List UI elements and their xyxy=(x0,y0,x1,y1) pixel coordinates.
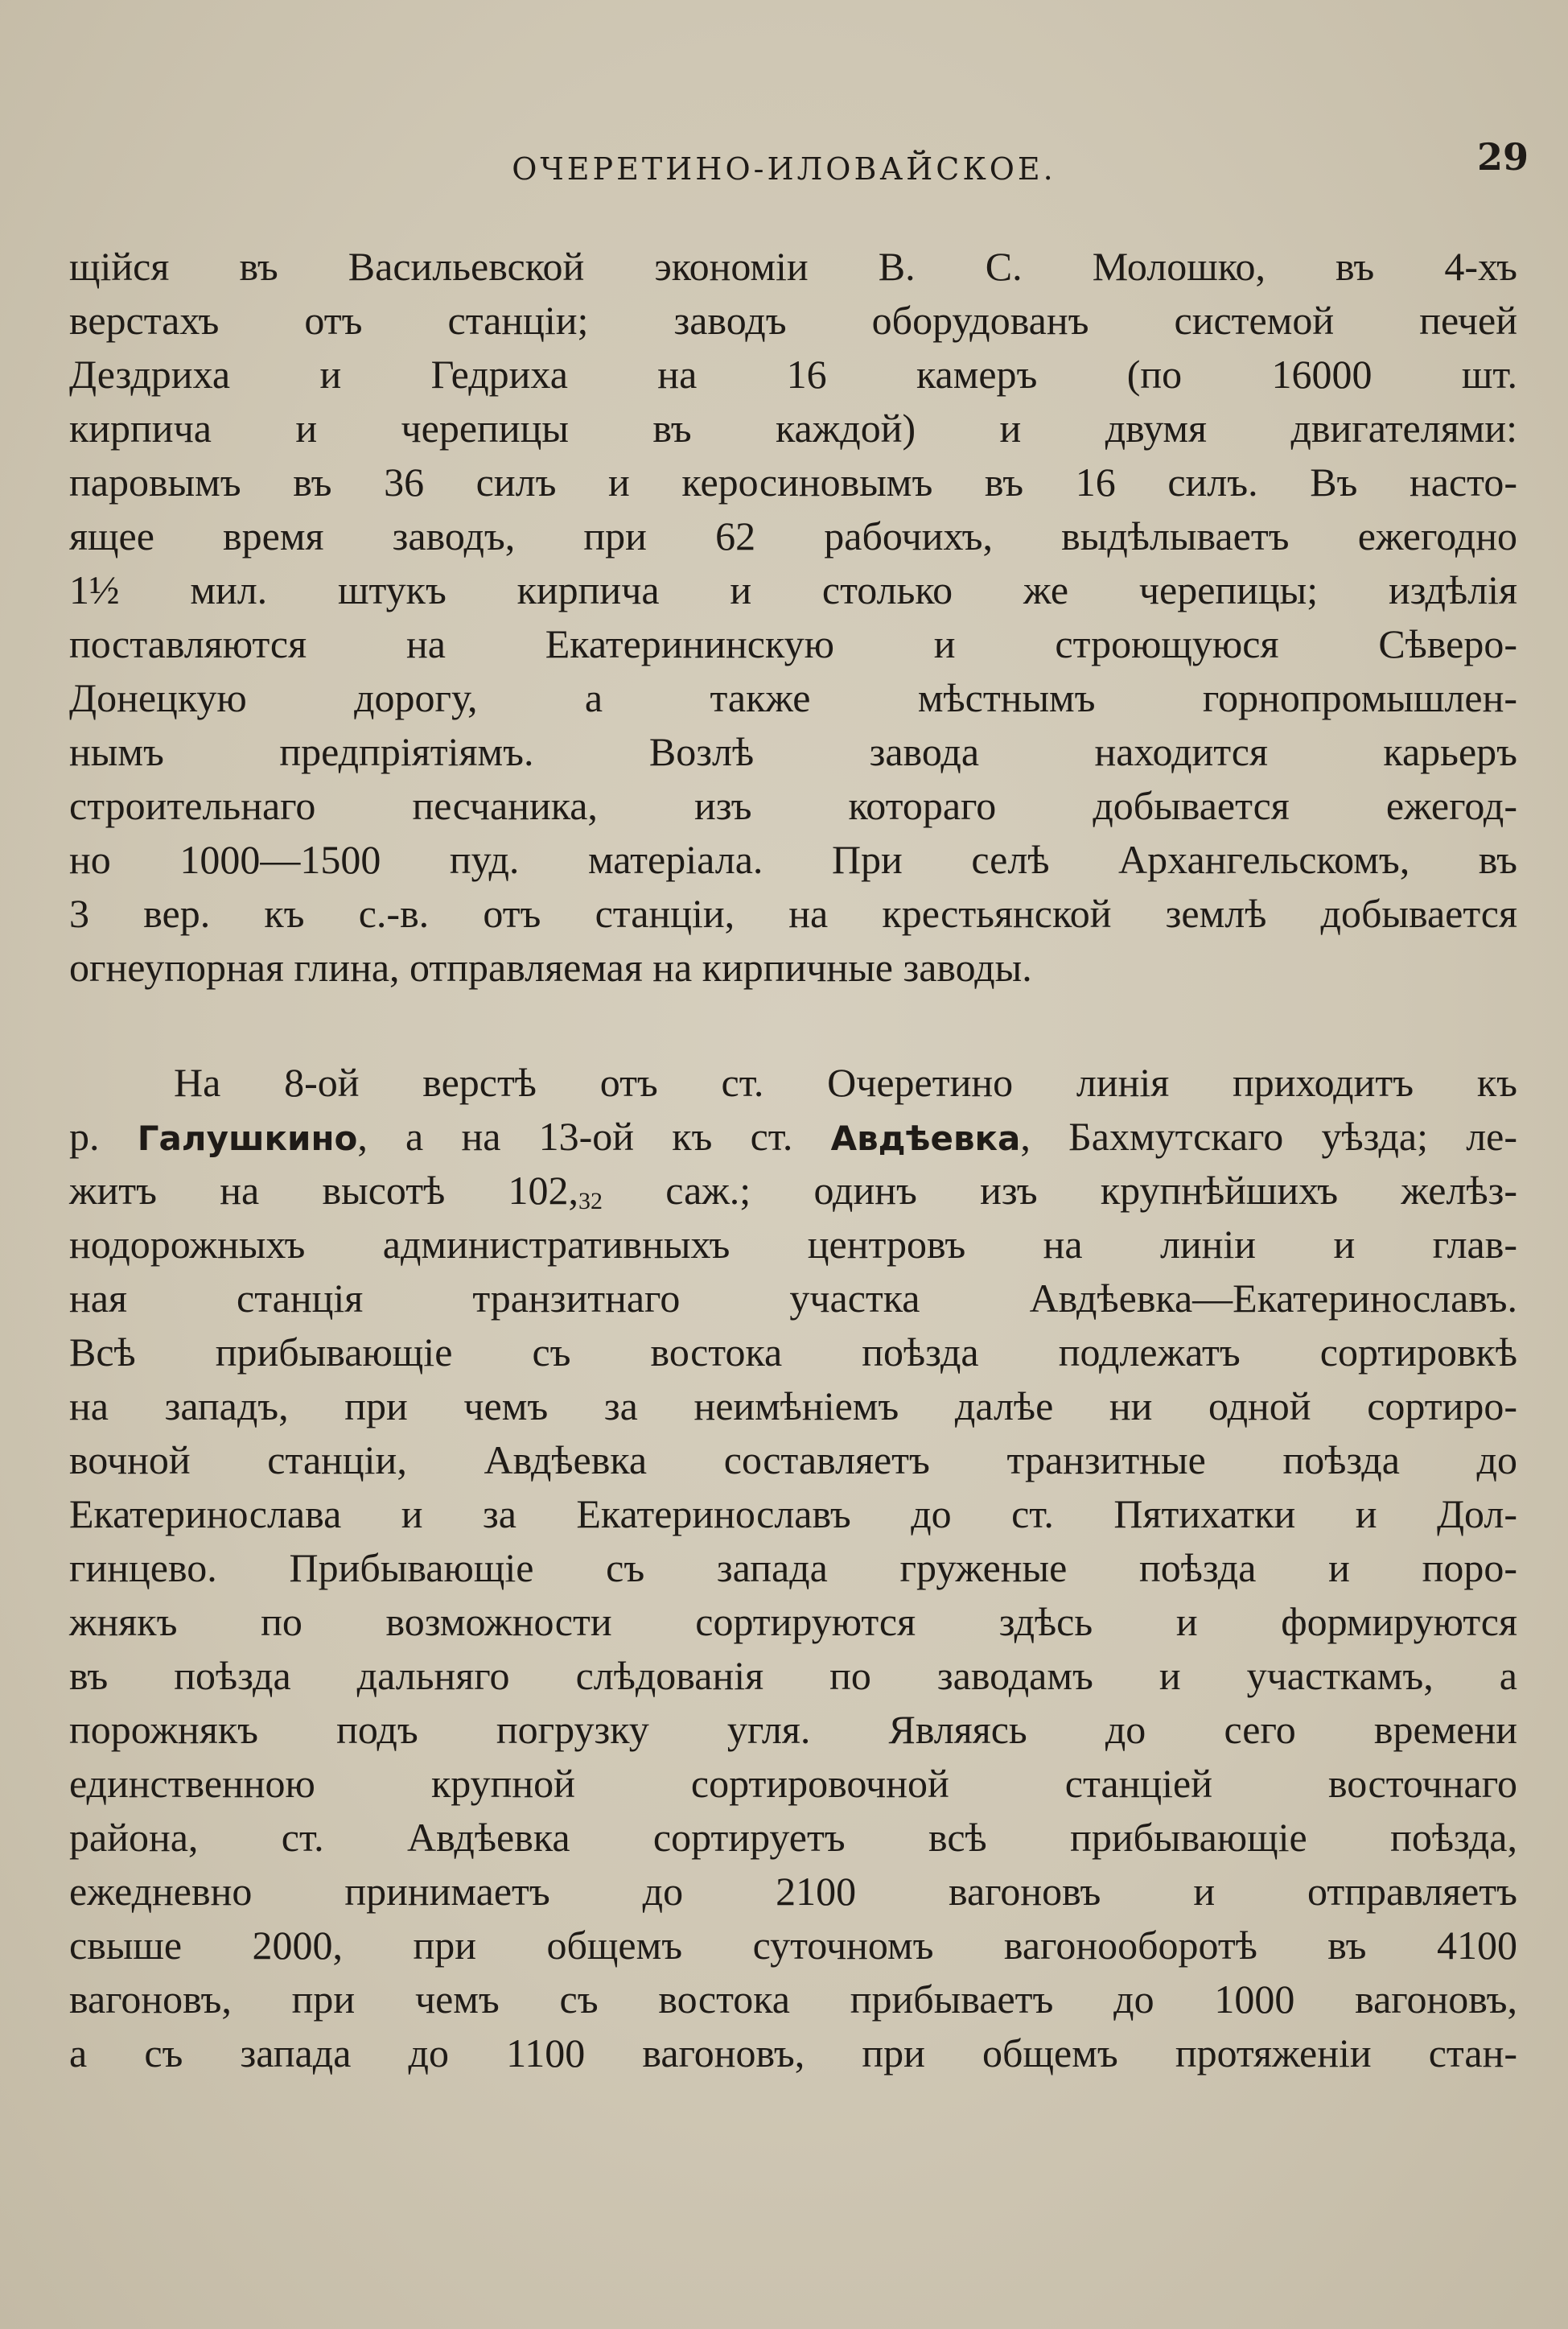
text-line: поставляются на Екатерининскую и строющуюся Сѣверо- xyxy=(69,621,1517,666)
text-line: щiйся въ Васильевской экономiи В. С. Молошко, въ 4-хъ xyxy=(69,244,1517,289)
paragraph-2 xyxy=(69,1056,1517,2080)
paragraph-1 xyxy=(69,240,1517,995)
text-line: вагоновъ, при чемъ съ востока прибываетъ до 1000 вагоновъ, xyxy=(69,1977,1517,2022)
text-span: , Бахмутскаго уѣзда; ле- xyxy=(1020,1114,1517,1159)
body-text xyxy=(69,240,1517,2080)
text-line: паровымъ въ 36 силъ и керосиновымъ въ 16 силъ. Въ насто- xyxy=(69,460,1517,505)
station-name-avdeevka: Авдѣевка xyxy=(830,1119,1021,1158)
text-line: нымъ предпрiятiямъ. Возлѣ завода находится карьеръ xyxy=(69,729,1517,774)
text-line: жнякъ по возможности сортируются здѣсь и формируются xyxy=(69,1599,1517,1644)
text-line: свыше 2000, при общемъ суточномъ вагонооборотѣ въ 4100 xyxy=(69,1923,1517,1968)
text-line xyxy=(69,1164,1517,1218)
page-number: 29 xyxy=(1477,135,1529,179)
text-span: саж.; одинъ изъ крупнѣйшихъ желѣз- xyxy=(603,1168,1517,1213)
text-span: , а на 13-ой къ ст. xyxy=(357,1114,831,1159)
text-line: На 8-ой верстѣ отъ ст. Очеретино линiя приходитъ къ xyxy=(174,1060,1517,1105)
text-line: ящее время заводъ, при 62 рабочихъ, выдѣлываетъ ежегодно xyxy=(69,513,1517,559)
text-line: въ поѣзда дальняго слѣдованiя по заводамъ и участкамъ, а xyxy=(69,1653,1517,1698)
text-line: Дездриха и Гедриха на 16 камеръ (по 16000 шт. xyxy=(69,352,1517,397)
text-line: порожнякъ подъ погрузку угля. Являясь до сего времени xyxy=(69,1707,1517,1752)
text-line xyxy=(69,1110,1517,1164)
text-line: 1½ мил. штукъ кирпича и столько же черепицы; издѣлiя xyxy=(69,567,1517,612)
text-line: ежедневно принимаетъ до 2100 вагоновъ и отправляетъ xyxy=(69,1869,1517,1914)
text-line: кирпича и черепицы въ каждой) и двумя двигателями: xyxy=(69,406,1517,451)
text-line: Донецкую дорогу, а также мѣстнымъ горнопромышлен- xyxy=(69,675,1517,720)
text-line: района, ст. Авдѣевка сортируетъ всѣ прибывающiе поѣзда, xyxy=(69,1815,1517,1860)
text-line: строительнаго песчаника, изъ котораго добывается ежегод- xyxy=(69,783,1517,828)
text-line: на западъ, при чемъ за неимѣнiемъ далѣе ни одной сортиро- xyxy=(69,1383,1517,1428)
paragraph-gap xyxy=(69,995,1517,1056)
text-line: а съ запада до 1100 вагоновъ, при общемъ протяженiи стан- xyxy=(69,2030,1517,2075)
text-line: Екатеринослава и за Екатеринославъ до ст. Пятихатки и Дол- xyxy=(69,1491,1517,1536)
subscript: 32 xyxy=(578,1188,603,1214)
running-head: ОЧЕРЕТИНО-ИЛОВАЙСКОЕ. xyxy=(512,151,1056,187)
station-name-galushkino: Галушкино xyxy=(137,1119,358,1158)
text-line: но 1000—1500 пуд. матерiала. При селѣ Архангельскомъ, въ xyxy=(69,837,1517,882)
text-span: р. xyxy=(69,1114,138,1159)
text-line: единственною крупной сортировочной станцiей восточнаго xyxy=(69,1761,1517,1806)
text-line: верстахъ отъ станцiи; заводъ оборудованъ системой печей xyxy=(69,298,1517,343)
text-line: гинцево. Прибывающiе съ запада груженые поѣзда и поро- xyxy=(69,1545,1517,1590)
text-span: житъ на высотѣ 102, xyxy=(69,1168,578,1213)
text-line: вочной станцiи, Авдѣевка составляетъ транзитные поѣзда до xyxy=(69,1437,1517,1482)
text-line: нодорожныхъ административныхъ центровъ на линiи и глав- xyxy=(69,1222,1517,1267)
text-line: 3 вер. къ с.-в. отъ станцiи, на крестьянской землѣ добывается xyxy=(69,891,1517,936)
text-line: ная станцiя транзитнаго участка Авдѣевка—Екатеринославъ. xyxy=(69,1276,1517,1321)
text-line: Всѣ прибывающiе съ востока поѣзда подлежатъ сортировкѣ xyxy=(69,1329,1517,1375)
text-line: огнеупорная глина, отправляемая на кирпичные заводы. xyxy=(69,945,1032,990)
